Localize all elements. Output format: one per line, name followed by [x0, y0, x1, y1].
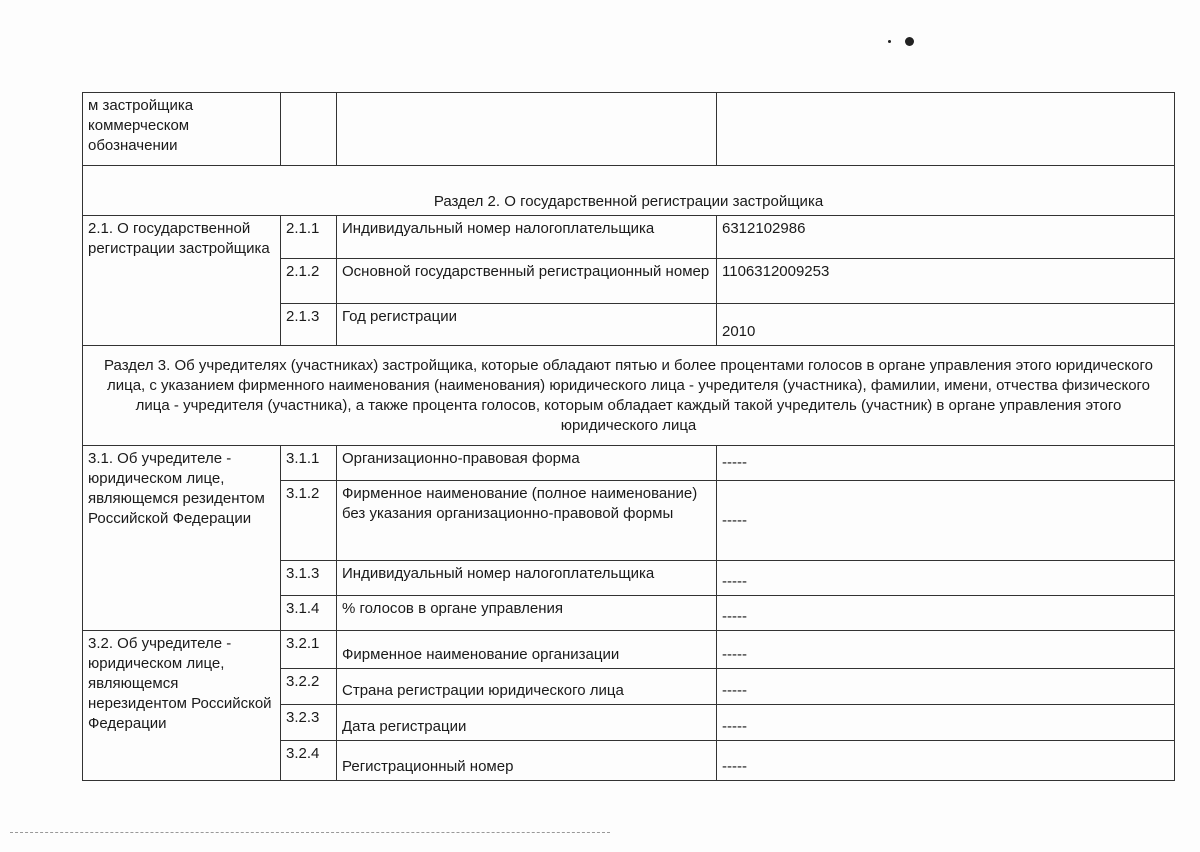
row-label: Страна регистрации юридического лица — [337, 669, 717, 705]
cell-empty — [337, 93, 717, 166]
row-number: 2.1.1 — [281, 216, 337, 259]
developer-info-table — [82, 92, 1175, 781]
table-row — [83, 631, 1175, 669]
row-number: 3.2.1 — [281, 631, 337, 669]
row-number: 3.2.3 — [281, 705, 337, 741]
row-value: 1106312009253 — [717, 259, 1175, 304]
table-row — [83, 446, 1175, 481]
scan-speck — [888, 40, 891, 43]
row-label: Индивидуальный номер налогоплательщика — [337, 216, 717, 259]
row-label: Год регистрации — [337, 304, 717, 346]
row-number: 3.1.2 — [281, 481, 337, 561]
row-label: Организационно-правовая форма — [337, 446, 717, 481]
row-number: 3.1.3 — [281, 561, 337, 596]
row-number: 3.1.4 — [281, 596, 337, 631]
row-number: 2.1.2 — [281, 259, 337, 304]
scan-speck — [905, 37, 914, 46]
row-label: Основной государственный регистрационный номер — [337, 259, 717, 304]
row-label: Индивидуальный номер налогоплательщика — [337, 561, 717, 596]
table-row — [83, 93, 1175, 166]
row-value: ----- — [717, 446, 1175, 481]
row-label: Регистрационный номер — [337, 741, 717, 781]
row-value: ----- — [717, 669, 1175, 705]
row-number: 3.2.2 — [281, 669, 337, 705]
row-label: Фирменное наименование (полное наименование) без указания организационно-правовой формы — [337, 481, 717, 561]
row-value: ----- — [717, 561, 1175, 596]
cell-label: м застройщика коммерческом обозначении — [83, 93, 281, 166]
cell-empty — [717, 93, 1175, 166]
row-value: ----- — [717, 481, 1175, 561]
scan-edge — [10, 832, 610, 833]
cell-empty — [281, 93, 337, 166]
group-label: 2.1. О государственной регистрации застройщика — [83, 216, 281, 346]
row-number: 3.1.1 — [281, 446, 337, 481]
section2-title: Раздел 2. О государственной регистрации застройщика — [83, 166, 1175, 216]
section3-title: Раздел 3. Об учредителях (участниках) застройщика, которые обладают пятью и более процентами голосов в органе управления этого юридического лица, с указанием фирменного наименования (наименования) юридического лица - учредителя (участника), фамилии, имени, отчества физического лица - учредителя (участника), а также процента голосов, которым обладает каждый такой учредитель (участник) в органе управления этого юридического лица — [83, 346, 1175, 446]
group-label: 3.2. Об учредителе - юридическом лице, являющемся нерезидентом Российской Федерации — [83, 631, 281, 781]
section-header — [83, 166, 1175, 216]
group-label: 3.1. Об учредителе - юридическом лице, являющемся резидентом Российской Федерации — [83, 446, 281, 631]
row-value: ----- — [717, 631, 1175, 669]
row-label: % голосов в органе управления — [337, 596, 717, 631]
row-label: Фирменное наименование организации — [337, 631, 717, 669]
row-number: 2.1.3 — [281, 304, 337, 346]
row-value: ----- — [717, 596, 1175, 631]
row-label: Дата регистрации — [337, 705, 717, 741]
section-header — [83, 346, 1175, 446]
row-value: ----- — [717, 741, 1175, 781]
row-value: 6312102986 — [717, 216, 1175, 259]
row-value: 2010 — [717, 304, 1175, 346]
row-number: 3.2.4 — [281, 741, 337, 781]
table-row — [83, 216, 1175, 259]
row-value: ----- — [717, 705, 1175, 741]
